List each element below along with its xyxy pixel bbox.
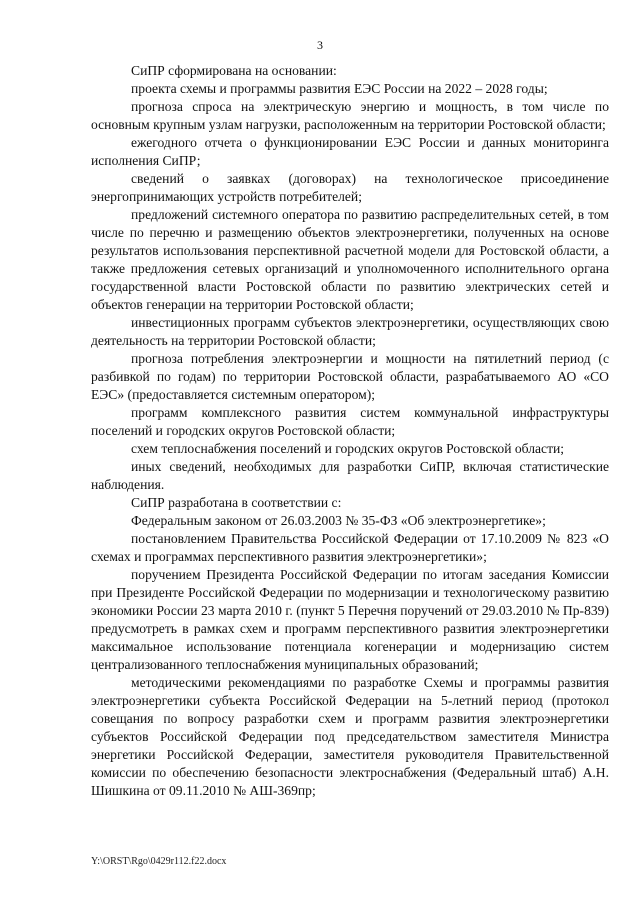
paragraph: Федеральным законом от 26.03.2003 № 35-ФЗ «Об электроэнергетике»; <box>131 513 546 528</box>
paragraph: программ комплексного развития систем коммунальной инфраструктуры поселений и городских округов Ростовской области; <box>91 405 609 438</box>
paragraph: прогноза спроса на электрическую энергию и мощность, в том числе по основным крупным узлам нагрузки, расположенным на территории Ростовской области; <box>91 99 609 132</box>
paragraph: схем теплоснабжения поселений и городских округов Ростовской области; <box>131 441 565 456</box>
document-body <box>91 62 609 800</box>
paragraph: СиПР разработана в соответствии с: <box>131 495 342 510</box>
paragraph: ежегодного отчета о функционировании ЕЭС России и данных мониторинга исполнения СиПР; <box>91 135 609 168</box>
paragraph: сведений о заявках (договорах) на технологическое присоединение энергопринимающих устройств потребителей; <box>91 171 609 204</box>
paragraph: методическими рекомендациями по разработке Схемы и программы развития электроэнергетики субъекта Российской Федерации на 5-летний период (протокол совещания по вопросу разработки схем и программ развития электроэнергетики субъектов Российской Федерации под председательством заместителя Министра энергетики Российской Федерации, заместителя руководителя Правительственной комиссии по обеспечению безопасности электроснабжения (Федеральный штаб) А.Н. Шишкина от 09.11.2010 № АШ-369пр; <box>91 675 609 798</box>
footer-file-path: Y:\ORST\Rgo\0429r112.f22.docx <box>91 856 227 867</box>
paragraph: прогноза потребления электроэнергии и мощности на пятилетний период (с разбивкой по годам) по территории Ростовской области, разрабатываемого АО «СО ЕЭС» (предоставляется системным оператором); <box>91 351 609 402</box>
page-number: 3 <box>317 38 323 52</box>
paragraph: проекта схемы и программы развития ЕЭС России на 2022 – 2028 годы; <box>131 81 548 96</box>
paragraph: иных сведений, необходимых для разработки СиПР, включая статистические наблюдения. <box>91 459 609 492</box>
paragraph: постановлением Правительства Российской Федерации от 17.10.2009 № 823 «О схемах и программах перспективного развития электроэнергетики»; <box>91 531 609 564</box>
paragraph: инвестиционных программ субъектов электроэнергетики, осуществляющих свою деятельность на территории Ростовской области; <box>91 315 609 348</box>
paragraph: СиПР сформирована на основании: <box>131 63 337 78</box>
paragraph: поручением Президента Российской Федерации по итогам заседания Комиссии при Президенте Российской Федерации по модернизации и технологическому развитию экономики России 23 марта 2010 г. (пункт 5 Перечня поручений от 29.03.2010 № Пр-839) предусмотреть в рамках схем и программ перспективного развития электроэнергетики максимальное использование потенциала когенерации и модернизацию систем централизованного теплоснабжения муниципальных образований; <box>91 567 609 672</box>
paragraph: предложений системного оператора по развитию распределительных сетей, в том числе по перечню и размещению объектов электроэнергетики, полученных на основе результатов использования перспективной расчетной модели для Ростовской области, а также предложения сетевых организаций и уполномоченного исполнительного органа государственной власти Ростовской области по развитию электрических сетей и объектов генерации на территории Ростовской области; <box>91 207 609 312</box>
